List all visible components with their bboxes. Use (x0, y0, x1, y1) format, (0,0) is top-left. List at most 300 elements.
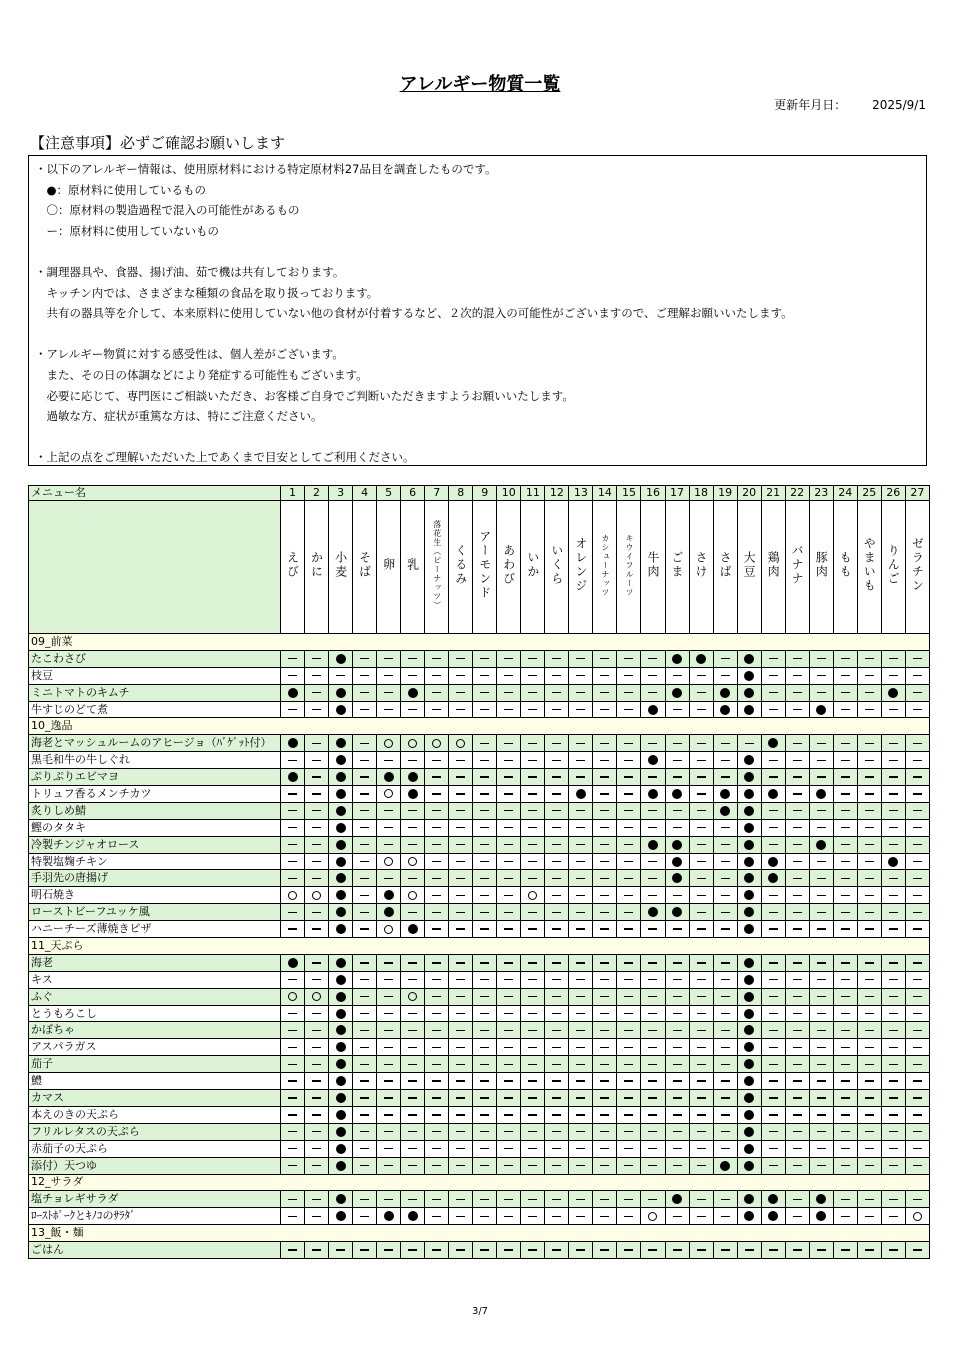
allergen-cell (569, 1022, 593, 1039)
not-used-mark (913, 1080, 922, 1081)
allergen-cell (857, 1073, 881, 1090)
allergen-name (401, 501, 425, 634)
allergen-cell (905, 1073, 929, 1090)
allergen-name-text: かに (309, 551, 324, 579)
allergen-cell (737, 650, 761, 667)
not-used-mark (624, 675, 633, 676)
allergen-cell (545, 1022, 569, 1039)
used-mark (384, 907, 394, 917)
not-used-mark (865, 844, 874, 845)
allergen-cell (905, 786, 929, 803)
allergen-cell (281, 921, 305, 938)
allergen-cell (713, 904, 737, 921)
not-used-mark (673, 1249, 682, 1250)
not-used-mark (408, 675, 417, 676)
allergen-cell (785, 735, 809, 752)
allergen-cell (449, 1208, 473, 1225)
not-used-mark (384, 1165, 393, 1166)
not-used-mark (456, 810, 465, 811)
not-used-mark (721, 962, 730, 963)
allergen-cell (857, 954, 881, 971)
not-used-mark (865, 1013, 874, 1014)
allergen-cell (473, 1056, 497, 1073)
not-used-mark (913, 912, 922, 913)
not-used-mark (865, 979, 874, 980)
not-used-mark (624, 1080, 633, 1081)
allergen-cell (353, 1039, 377, 1056)
allergen-cell (713, 1022, 737, 1039)
not-used-mark (504, 962, 513, 963)
allergen-cell (809, 1157, 833, 1174)
not-used-mark (600, 895, 609, 896)
menu-row (29, 921, 930, 938)
not-used-mark (408, 1165, 417, 1166)
allergen-cell (425, 684, 449, 701)
allergen-cell (665, 988, 689, 1005)
not-used-mark (312, 962, 321, 963)
allergen-cell (665, 1005, 689, 1022)
allergen-cell (761, 836, 785, 853)
allergen-cell (281, 802, 305, 819)
not-used-mark (288, 1013, 297, 1014)
allergen-name-text: そば (357, 551, 372, 579)
allergen-cell (905, 954, 929, 971)
allergen-cell (905, 1022, 929, 1039)
allergen-cell (449, 971, 473, 988)
menu-row (29, 684, 930, 701)
allergen-cell (377, 684, 401, 701)
not-used-mark (432, 895, 441, 896)
allergen-cell (353, 735, 377, 752)
allergen-cell (329, 1056, 353, 1073)
allergen-cell (761, 954, 785, 971)
not-used-mark (504, 760, 513, 761)
allergen-cell (473, 1039, 497, 1056)
not-used-mark (769, 1047, 778, 1048)
not-used-mark (504, 996, 513, 997)
allergen-cell (377, 887, 401, 904)
not-used-mark (384, 1047, 393, 1048)
allergen-cell (329, 769, 353, 786)
allergen-cell (881, 1090, 905, 1107)
not-used-mark (528, 1131, 537, 1132)
allergen-cell (305, 921, 329, 938)
not-used-mark (312, 1165, 321, 1166)
allergen-cell (497, 1191, 521, 1208)
allergen-cell (449, 752, 473, 769)
allergen-cell (641, 853, 665, 870)
used-mark (744, 1127, 754, 1137)
allergen-cell (665, 752, 689, 769)
not-used-mark (456, 675, 465, 676)
allergen-cell (905, 802, 929, 819)
used-mark (384, 772, 394, 782)
not-used-mark (576, 1080, 585, 1081)
allergen-cell (353, 1073, 377, 1090)
allergen-cell (401, 921, 425, 938)
not-used-mark (528, 827, 537, 828)
not-used-mark (360, 760, 369, 761)
not-used-mark (528, 1080, 537, 1081)
allergen-cell (833, 735, 857, 752)
not-used-mark (408, 810, 417, 811)
allergen-cell (569, 1242, 593, 1259)
used-mark (744, 1211, 754, 1221)
allergen-cell (425, 1039, 449, 1056)
allergen-cell (569, 1073, 593, 1090)
not-used-mark (360, 776, 369, 777)
allergen-cell (281, 954, 305, 971)
allergen-name-text: 豚肉 (814, 551, 829, 579)
not-used-mark (552, 1216, 561, 1217)
allergen-cell (353, 1140, 377, 1157)
notice-line: ・上記の点をご理解いただいた上であくまで目安としてご利用ください。 (35, 450, 415, 465)
not-used-mark (504, 743, 513, 744)
not-used-mark (913, 675, 922, 676)
allergen-cell (425, 904, 449, 921)
possible-mark (288, 992, 297, 1001)
used-mark (336, 840, 346, 850)
not-used-mark (817, 1047, 826, 1048)
allergen-cell (689, 819, 713, 836)
allergen-cell (473, 786, 497, 803)
allergen-cell (377, 1106, 401, 1123)
not-used-mark (865, 895, 874, 896)
not-used-mark (889, 1216, 898, 1217)
used-mark (336, 1194, 346, 1204)
allergen-cell (809, 802, 833, 819)
not-used-mark (793, 996, 802, 997)
allergen-cell (689, 1090, 713, 1107)
allergen-cell (809, 921, 833, 938)
allergen-cell (785, 752, 809, 769)
not-used-mark (288, 1199, 297, 1200)
allergen-cell (833, 904, 857, 921)
not-used-mark (721, 878, 730, 879)
used-mark (768, 1194, 778, 1204)
allergen-cell (521, 887, 545, 904)
not-used-mark (576, 1030, 585, 1031)
allergen-cell (689, 1208, 713, 1225)
allergen-cell (905, 769, 929, 786)
not-used-mark (528, 1013, 537, 1014)
allergen-cell (593, 1157, 617, 1174)
allergen-cell (617, 836, 641, 853)
not-used-mark (576, 996, 585, 997)
allergen-cell (617, 819, 641, 836)
not-used-mark (697, 844, 706, 845)
not-used-mark (865, 658, 874, 659)
not-used-mark (817, 1148, 826, 1149)
not-used-mark (528, 962, 537, 963)
allergen-cell (809, 1123, 833, 1140)
menu-name: 赤茄子の天ぷら (29, 1140, 281, 1157)
not-used-mark (480, 878, 489, 879)
notice-heading: 【注意事項】必ずご確認お願いします (30, 134, 286, 152)
allergen-cell (641, 1242, 665, 1259)
allergen-cell (713, 1090, 737, 1107)
not-used-mark (456, 861, 465, 862)
not-used-mark (312, 1097, 321, 1098)
allergen-cell (593, 802, 617, 819)
allergen-cell (353, 1191, 377, 1208)
possible-mark (648, 1212, 657, 1221)
not-used-mark (624, 928, 633, 929)
allergen-cell (569, 954, 593, 971)
allergen-cell (641, 921, 665, 938)
allergen-cell (737, 1039, 761, 1056)
allergen-cell (905, 870, 929, 887)
allergen-cell (449, 988, 473, 1005)
not-used-mark (793, 1148, 802, 1149)
allergen-cell (425, 1073, 449, 1090)
allergen-number: 9 (473, 486, 497, 501)
not-used-mark (432, 692, 441, 693)
allergen-cell (449, 836, 473, 853)
allergen-cell (497, 870, 521, 887)
allergen-cell (425, 921, 449, 938)
allergen-cell (401, 1005, 425, 1022)
not-used-mark (360, 1030, 369, 1031)
used-mark (816, 789, 826, 799)
allergen-cell (593, 786, 617, 803)
used-mark (336, 755, 346, 765)
not-used-mark (697, 979, 706, 980)
allergen-cell (833, 1157, 857, 1174)
not-used-mark (288, 928, 297, 929)
not-used-mark (600, 1097, 609, 1098)
allergen-cell (641, 887, 665, 904)
not-used-mark (432, 844, 441, 845)
allergen-cell (425, 1208, 449, 1225)
not-used-mark (889, 996, 898, 997)
not-used-mark (624, 709, 633, 710)
not-used-mark (721, 1097, 730, 1098)
allergen-cell (713, 1106, 737, 1123)
allergen-cell (809, 1022, 833, 1039)
used-mark (336, 890, 346, 900)
allergen-cell (281, 988, 305, 1005)
allergen-cell (473, 1123, 497, 1140)
not-used-mark (528, 1030, 537, 1031)
not-used-mark (312, 1199, 321, 1200)
not-used-mark (600, 1199, 609, 1200)
allergen-name-text: りんご (886, 544, 901, 586)
allergen-cell (689, 1056, 713, 1073)
not-used-mark (673, 810, 682, 811)
allergen-cell (569, 786, 593, 803)
allergen-cell (545, 650, 569, 667)
allergen-cell (353, 769, 377, 786)
menu-name: ごはん (29, 1242, 281, 1259)
allergen-cell (545, 1157, 569, 1174)
not-used-mark (793, 844, 802, 845)
allergen-cell (281, 1140, 305, 1157)
allergen-cell (881, 904, 905, 921)
allergen-cell (617, 921, 641, 938)
not-used-mark (913, 1249, 922, 1250)
allergen-cell (377, 1090, 401, 1107)
updated-label: 更新年月日： (774, 98, 847, 112)
not-used-mark (889, 1249, 898, 1250)
not-used-mark (504, 1148, 513, 1149)
used-mark (336, 1025, 346, 1035)
allergen-cell (833, 1090, 857, 1107)
not-used-mark (528, 1064, 537, 1065)
not-used-mark (432, 861, 441, 862)
allergen-cell (713, 887, 737, 904)
allergen-cell (401, 904, 425, 921)
not-used-mark (360, 878, 369, 879)
not-used-mark (793, 1097, 802, 1098)
allergen-number: 4 (353, 486, 377, 501)
allergen-cell (833, 1140, 857, 1157)
allergen-cell (497, 887, 521, 904)
not-used-mark (312, 743, 321, 744)
allergen-cell (785, 836, 809, 853)
not-used-mark (480, 793, 489, 794)
allergen-cell (401, 1073, 425, 1090)
used-mark (336, 1161, 346, 1171)
allergen-cell (617, 1073, 641, 1090)
menu-row (29, 971, 930, 988)
not-used-mark (456, 979, 465, 980)
allergen-cell (425, 769, 449, 786)
allergen-name-text: ごま (670, 551, 685, 579)
allergen-cell (401, 1123, 425, 1140)
allergen-cell (281, 1056, 305, 1073)
not-used-mark (648, 979, 657, 980)
allergen-cell (665, 769, 689, 786)
allergen-cell (521, 701, 545, 718)
not-used-mark (673, 760, 682, 761)
allergen-cell (689, 650, 713, 667)
allergen-cell (473, 650, 497, 667)
not-used-mark (648, 1165, 657, 1166)
menu-row (29, 1073, 930, 1090)
allergen-cell (809, 853, 833, 870)
allergen-cell (857, 836, 881, 853)
allergen-cell (305, 887, 329, 904)
allergen-cell (785, 1191, 809, 1208)
allergen-cell (881, 786, 905, 803)
allergen-cell (377, 1140, 401, 1157)
not-used-mark (312, 709, 321, 710)
not-used-mark (456, 878, 465, 879)
not-used-mark (769, 996, 778, 997)
not-used-mark (552, 1047, 561, 1048)
allergen-cell (425, 887, 449, 904)
allergen-cell (857, 684, 881, 701)
not-used-mark (288, 1148, 297, 1149)
allergen-cell (329, 667, 353, 684)
allergen-cell (785, 954, 809, 971)
not-used-mark (456, 1047, 465, 1048)
allergen-cell (641, 650, 665, 667)
allergen-cell (689, 853, 713, 870)
allergen-cell (617, 1056, 641, 1073)
allergen-cell (809, 904, 833, 921)
not-used-mark (697, 1097, 706, 1098)
allergen-cell (329, 1022, 353, 1039)
allergen-cell (617, 1022, 641, 1039)
not-used-mark (528, 709, 537, 710)
allergen-cell (521, 1005, 545, 1022)
allergen-number: 19 (713, 486, 737, 501)
not-used-mark (817, 1097, 826, 1098)
allergen-cell (569, 1123, 593, 1140)
allergen-cell (521, 819, 545, 836)
not-used-mark (408, 1047, 417, 1048)
not-used-mark (817, 760, 826, 761)
not-used-mark (432, 675, 441, 676)
not-used-mark (697, 1148, 706, 1149)
not-used-mark (697, 912, 706, 913)
allergen-cell (617, 1242, 641, 1259)
not-used-mark (793, 962, 802, 963)
allergen-cell (617, 887, 641, 904)
allergen-number: 8 (449, 486, 473, 501)
allergen-cell (473, 887, 497, 904)
allergen-cell (737, 1191, 761, 1208)
not-used-mark (288, 760, 297, 761)
allergen-cell (761, 786, 785, 803)
allergen-cell (857, 650, 881, 667)
menu-name: 海老 (29, 954, 281, 971)
not-used-mark (576, 1165, 585, 1166)
not-used-mark (480, 760, 489, 761)
allergen-cell (593, 684, 617, 701)
allergen-cell (833, 769, 857, 786)
not-used-mark (721, 1148, 730, 1149)
allergen-name (665, 501, 689, 634)
not-used-mark (456, 1080, 465, 1081)
allergen-cell (857, 1123, 881, 1140)
not-used-mark (865, 1148, 874, 1149)
not-used-mark (456, 962, 465, 963)
not-used-mark (480, 979, 489, 980)
allergen-cell (521, 802, 545, 819)
section-name: 13_飯・麺 (29, 1225, 930, 1242)
not-used-mark (889, 1013, 898, 1014)
not-used-mark (889, 827, 898, 828)
allergen-cell (857, 1022, 881, 1039)
allergen-cell (281, 870, 305, 887)
allergen-cell (569, 1106, 593, 1123)
not-used-mark (432, 776, 441, 777)
allergen-cell (353, 971, 377, 988)
allergen-cell (281, 1157, 305, 1174)
allergen-cell (305, 1208, 329, 1225)
allergen-cell (497, 1073, 521, 1090)
allergen-cell (905, 904, 929, 921)
not-used-mark (697, 962, 706, 963)
allergen-cell (329, 887, 353, 904)
possible-mark (312, 891, 321, 900)
allergen-cell (377, 1005, 401, 1022)
not-used-mark (528, 996, 537, 997)
menu-name: 黒毛和牛の牛しぐれ (29, 752, 281, 769)
not-used-mark (552, 861, 561, 862)
allergen-cell (905, 752, 929, 769)
allergen-cell (857, 853, 881, 870)
allergen-cell (809, 1005, 833, 1022)
allergen-name-text: カシューナッツ (600, 533, 610, 597)
menu-name: とうもろこし (29, 1005, 281, 1022)
not-used-mark (456, 793, 465, 794)
not-used-mark (889, 1030, 898, 1031)
used-mark (744, 1093, 754, 1103)
